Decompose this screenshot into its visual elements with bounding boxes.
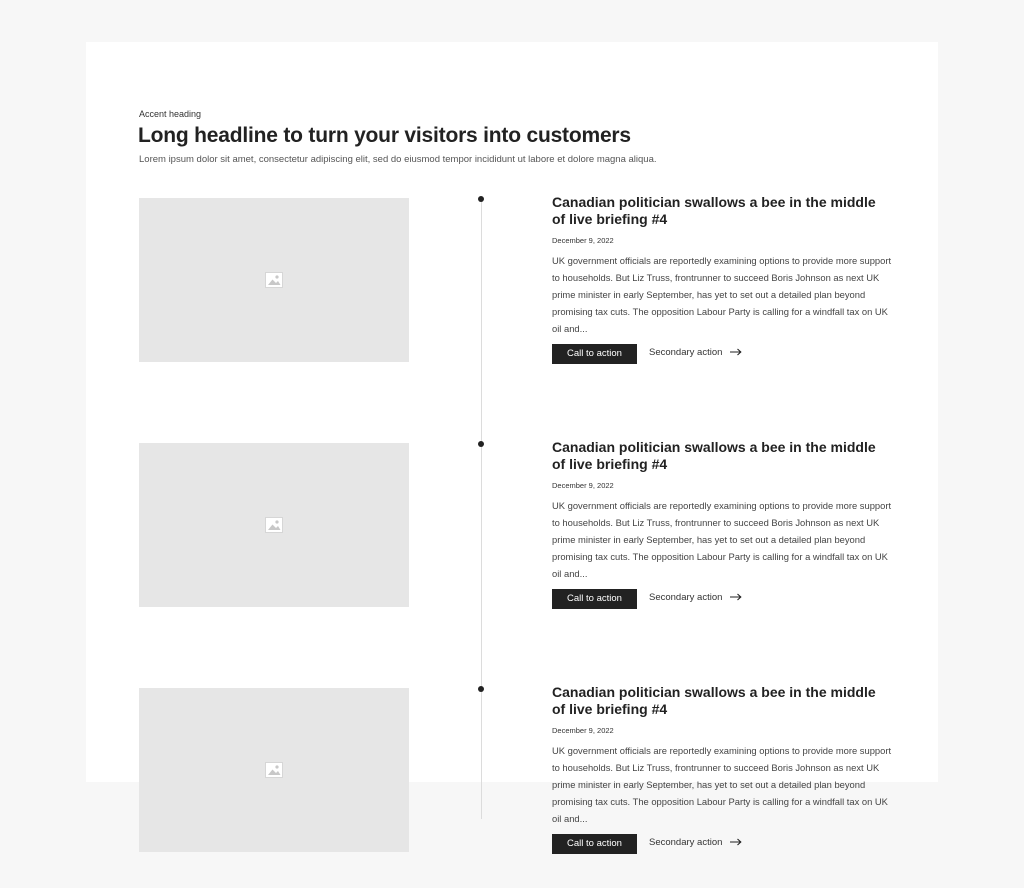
timeline-section: [86, 42, 938, 849]
image-placeholder-icon: [265, 272, 283, 288]
timeline-dot: [478, 196, 484, 202]
image-placeholder-icon: [265, 517, 283, 533]
image-placeholder-icon: [265, 762, 283, 778]
article-title[interactable]: Canadian politician swallows a bee in the middle of live briefing #4: [552, 684, 876, 717]
secondary-action-link[interactable]: [649, 834, 742, 850]
arrow-right-icon: [730, 838, 742, 846]
article-image: [139, 198, 409, 362]
secondary-action-label: Secondary action: [649, 836, 723, 848]
timeline-dot: [478, 686, 484, 692]
arrow-right-icon: [730, 593, 742, 601]
timeline-item: [86, 194, 938, 398]
section-lead: Lorem ipsum dolor sit amet, consectetur adipiscing elit, sed do eiusmod tempor incididunt ut labore et dolore magna aliqua.: [139, 154, 657, 165]
article-date: December 9, 2022: [552, 481, 614, 490]
timeline-item: [86, 684, 938, 888]
secondary-action-link[interactable]: [649, 589, 742, 605]
article-date: December 9, 2022: [552, 726, 614, 735]
article-excerpt: UK government officials are reportedly examining options to provide more support to households. But Liz Truss, frontrunner to succeed Boris Johnson as next UK prime minister in early September, has yet to set out a detailed plan beyond promising tax cuts. The opposition Labour Party is calling for a windfall tax on UK oil and...: [552, 500, 892, 579]
call-to-action-button[interactable]: Call to action: [552, 834, 637, 854]
timeline-dot: [478, 441, 484, 447]
article-image: [139, 688, 409, 852]
accent-heading: Accent heading: [139, 109, 202, 119]
timeline-item: [86, 439, 938, 643]
article-date: December 9, 2022: [552, 236, 614, 245]
secondary-action-link[interactable]: [649, 344, 742, 360]
article-title[interactable]: Canadian politician swallows a bee in the middle of live briefing #4: [552, 439, 876, 472]
article-title[interactable]: Canadian politician swallows a bee in the middle of live briefing #4: [552, 194, 876, 227]
call-to-action-button[interactable]: Call to action: [552, 344, 637, 364]
secondary-action-label: Secondary action: [649, 591, 723, 603]
page-title: Long headline to turn your visitors into customers: [138, 124, 631, 147]
secondary-action-label: Secondary action: [649, 346, 723, 358]
arrow-right-icon: [730, 348, 742, 356]
call-to-action-button[interactable]: Call to action: [552, 589, 637, 609]
article-image: [139, 443, 409, 607]
article-excerpt: UK government officials are reportedly examining options to provide more support to households. But Liz Truss, frontrunner to succeed Boris Johnson as next UK prime minister in early September, has yet to set out a detailed plan beyond promising tax cuts. The opposition Labour Party is calling for a windfall tax on UK oil and...: [552, 255, 892, 334]
article-excerpt: UK government officials are reportedly examining options to provide more support to households. But Liz Truss, frontrunner to succeed Boris Johnson as next UK prime minister in early September, has yet to set out a detailed plan beyond promising tax cuts. The opposition Labour Party is calling for a windfall tax on UK oil and...: [552, 745, 892, 824]
